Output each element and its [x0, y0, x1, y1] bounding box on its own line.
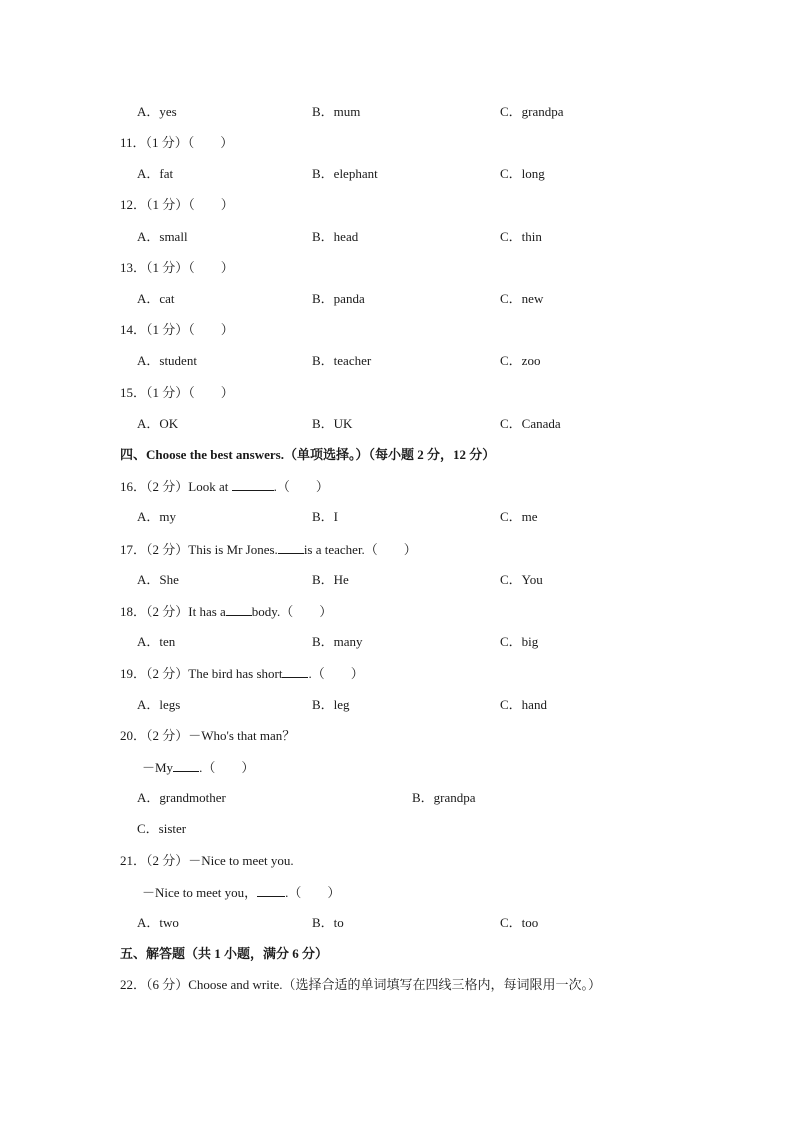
q11-option-a: A．fat	[137, 166, 174, 181]
q16-stem	[120, 478, 329, 495]
q16-stem-text: 16．（2 分）Look at	[120, 479, 232, 494]
q10-option-b: B．mum	[312, 104, 361, 119]
q18-option-b: B．many	[312, 634, 363, 649]
q10-option-a: A．yes	[137, 104, 177, 119]
q17-stem-text: 17．（2 分）This is Mr Jones.	[120, 542, 278, 557]
q15-option-a: A．OK	[137, 416, 179, 431]
q20-reply-text: －My	[142, 760, 174, 775]
q18-stem-text: 18．（2 分）It has a	[120, 604, 226, 619]
q17-stem-end: is a teacher.（ ）	[303, 542, 417, 557]
q14-option-c: C．zoo	[500, 353, 541, 368]
q11-option-c: C．long	[500, 166, 545, 181]
q16-option-b: B．I	[312, 509, 339, 524]
q16-blank	[232, 478, 274, 491]
q20-option-a: A．grandmother	[137, 790, 226, 805]
q20-reply-end: .（ ）	[199, 760, 255, 775]
q21-option-b: B．to	[312, 915, 344, 930]
q16-option-c: C．me	[500, 509, 538, 524]
q20-reply	[142, 759, 254, 776]
q18-stem	[120, 603, 332, 620]
q21-option-c: C．too	[500, 915, 539, 930]
q16-option-a: A．my	[137, 509, 177, 524]
q10-option-c: C．grandpa	[500, 104, 564, 119]
q20-option-c: C．sister	[137, 821, 187, 836]
q12-option-b: B．head	[312, 229, 359, 244]
q17-option-b: B．He	[312, 572, 349, 587]
q13-option-c: C．new	[500, 291, 544, 306]
q21-option-a: A．two	[137, 915, 179, 930]
q15-stem: 15．（1 分）（ ）	[120, 385, 234, 400]
q19-blank	[282, 665, 308, 678]
q14-option-b: B．teacher	[312, 353, 372, 368]
q17-stem	[120, 541, 417, 558]
section-4-heading: 四、Choose the best answers.（单项选择。）（每小题 2 分，12 分）	[120, 447, 496, 462]
q15-option-c: C．Canada	[500, 416, 561, 431]
q17-blank	[278, 541, 304, 554]
q11-stem: 11．（1 分）（ ）	[120, 135, 234, 150]
q15-option-b: B．UK	[312, 416, 353, 431]
q19-option-b: B．leg	[312, 697, 350, 712]
q21-reply	[142, 884, 340, 901]
q19-option-c: C．hand	[500, 697, 547, 712]
q13-option-b: B．panda	[312, 291, 365, 306]
section-5-heading: 五、解答题（共 1 小题，满分 6 分）	[120, 946, 329, 961]
q21-reply-text: －Nice to meet you，	[142, 885, 258, 900]
q12-stem: 12．（1 分）（ ）	[120, 197, 234, 212]
q14-option-a: A．student	[137, 353, 197, 368]
q19-stem-end: .（ ）	[308, 666, 364, 681]
q11-option-b: B．elephant	[312, 166, 378, 181]
q18-blank	[226, 603, 252, 616]
q21-stem: 21．（2 分）－Nice to meet you.	[120, 853, 294, 868]
q20-stem: 20．（2 分）－Who's that man？	[120, 728, 296, 743]
q21-reply-end: .（ ）	[285, 885, 341, 900]
q18-option-c: C．big	[500, 634, 539, 649]
q22-stem: 22．（6 分）Choose and write.（选择合适的单词填写在四线三格内，每词限用一次。）	[120, 977, 601, 992]
q12-option-c: C．thin	[500, 229, 542, 244]
q13-stem: 13．（1 分）（ ）	[120, 260, 234, 275]
q20-blank	[173, 759, 199, 772]
q19-stem	[120, 665, 364, 682]
q16-stem-end: .（ ）	[273, 479, 329, 494]
q19-option-a: A．legs	[137, 697, 181, 712]
q18-stem-end: body.（ ）	[251, 604, 333, 619]
q21-blank	[257, 884, 285, 897]
q20-option-b: B．grandpa	[412, 790, 476, 805]
q14-stem: 14．（1 分）（ ）	[120, 322, 234, 337]
q13-option-a: A．cat	[137, 291, 175, 306]
q19-stem-text: 19．（2 分）The bird has short	[120, 666, 283, 681]
q12-option-a: A．small	[137, 229, 188, 244]
q18-option-a: A．ten	[137, 634, 176, 649]
q17-option-a: A．She	[137, 572, 179, 587]
q17-option-c: C．You	[500, 572, 543, 587]
